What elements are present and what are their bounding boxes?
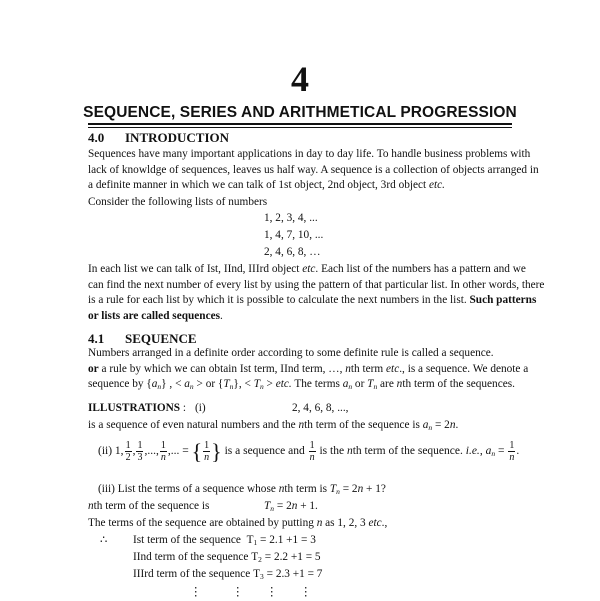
- section-heading-introduction: [88, 130, 229, 146]
- therefore-symbol: ∴: [100, 534, 108, 546]
- illustration-i-label: (i): [195, 402, 206, 414]
- term-row: IInd term of the sequence $T_2 = 2.2 +1 = 5$: [133, 551, 321, 564]
- number-list-1: 1, 2, 3, 4, ...: [264, 212, 318, 224]
- text-line: or lists are called sequences.: [88, 309, 223, 322]
- vertical-ellipsis: ⋮: [266, 586, 278, 598]
- text-line: can find the next number of every list by using the pattern of that particular list. In other words, there: [88, 278, 545, 291]
- section-number: 4.0: [88, 130, 105, 145]
- text-line: a definite manner in which we can talk of 1st object, 2nd object, 3rd object etc.: [88, 179, 445, 191]
- illustration-iii-question: (iii) List the terms of a sequence whose nth term is $T_n = 2n + 1$?: [98, 483, 386, 496]
- text-line: or a rule by which we can obtain Ist term, IInd term, …, nth term etc., is a sequence. We denote a: [88, 362, 529, 375]
- illustration-i-text: is a sequence of even natural numbers and the nth term of the sequence is $a_n = 2n$.: [88, 419, 459, 432]
- title-rule-thin: [88, 127, 512, 128]
- section-title: INTRODUCTION: [125, 130, 230, 145]
- consider-line: Consider the following lists of numbers: [88, 196, 268, 208]
- vertical-ellipsis: ⋮: [300, 586, 312, 598]
- text-line: In each list we can talk of Ist, IInd, IIIrd object etc. Each list of the numbers has a pattern and we: [88, 263, 526, 275]
- number-list-3: 2, 4, 6, 8, …: [264, 246, 321, 258]
- section-title: SEQUENCE: [125, 331, 197, 346]
- text-line: sequence by $\{a_n\}$ , < $a_n$ > or $\{T_n\}$, < $T_n$ > etc. The terms $a_n$ or $T_n$ are nth term of the sequences.: [88, 378, 515, 391]
- text-line: lack of knowldge of sequences, leaves us half way. A sequence is a collection of objects arranged in: [88, 163, 539, 176]
- term-row: Ist term of the sequence $T_1 = 2.1 +1 = 3$: [133, 534, 316, 547]
- fraction: $\frac{1}{n}$: [309, 440, 315, 463]
- nth-term-formula: $T_n = 2n + 1$.: [264, 500, 318, 513]
- chapter-number: 4: [291, 59, 309, 99]
- fraction: $\frac{1}{n}$: [509, 440, 515, 463]
- section-heading-sequence: [88, 331, 197, 347]
- vertical-ellipsis: ⋮: [190, 586, 202, 598]
- vertical-ellipsis: ⋮: [232, 586, 244, 598]
- illustration-i-sequence: 2, 4, 6, 8, ...,: [292, 402, 349, 414]
- terms-obtained-line: The terms of the sequence are obtained by putting n as 1, 2, 3 etc.,: [88, 517, 388, 529]
- number-list-2: 1, 4, 7, 10, ...: [264, 229, 324, 241]
- nth-term-label: nth term of the sequence is: [88, 500, 210, 512]
- text-line: Numbers arranged in a definite order according to some definite rule is called a sequence.: [88, 347, 494, 359]
- fraction: $\frac{1}{3}$: [137, 440, 143, 463]
- sequence-definition: [88, 346, 529, 395]
- illustration-ii: (ii) 1, $\frac{1}{2}$ , $\frac{1}{3}$ ,..., $\frac{1}{n}$ ,... = { $\frac{1}{n}$ } is a sequence and $\frac{1}{n}$ is the nth term of the sequence. i.e., $a_n$ = $\frac{1}{n}$ .: [98, 438, 520, 464]
- section-number: 4.1: [88, 331, 105, 346]
- title-rule-thick: [88, 123, 512, 125]
- text-line: Sequences have many important applications in day to day life. To handle business problems with: [88, 148, 531, 160]
- intro-paragraph: [88, 147, 539, 194]
- chapter-title: SEQUENCE, SERIES AND ARITHMETICAL PROGRESSION: [83, 104, 517, 121]
- pattern-paragraph: [88, 262, 545, 324]
- term-row: IIIrd term of the sequence $T_3 = 2.3 +1 = 7$: [133, 568, 323, 581]
- fraction: $\frac{1}{2}$: [125, 440, 131, 463]
- fraction: $\frac{1}{n}$: [160, 440, 166, 463]
- text-line: is a rule for each list by which it is possible to calculate the next numbers in the list. Such patterns: [88, 294, 537, 306]
- fraction: $\frac{1}{n}$: [204, 440, 210, 463]
- illustrations-heading: ILLUSTRATIONS :: [88, 402, 187, 414]
